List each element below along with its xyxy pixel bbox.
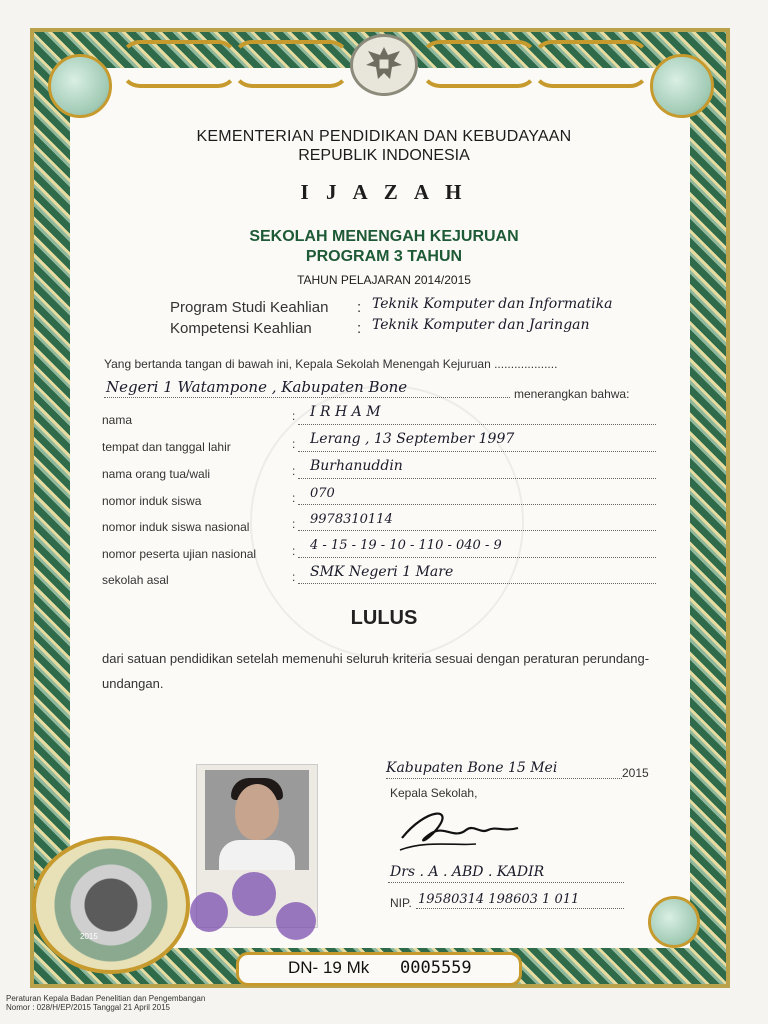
photo-face: [235, 784, 279, 840]
dotted-line: [298, 451, 656, 452]
dotted-line: [416, 908, 624, 909]
serial-number: 0005559: [400, 958, 472, 978]
gold-scroll-ornament: [532, 40, 650, 88]
statement-paragraph: dari satuan pendidikan setelah memenuhi seluruh kriteria sesuai dengan peraturan perundang-undangan.: [102, 651, 650, 691]
kompetensi-label: Kompetensi Keahlian: [170, 320, 312, 337]
gold-scroll-ornament: [120, 40, 238, 88]
field-colon: :: [292, 544, 296, 558]
field-label-orang-tua: nama orang tua/wali: [102, 467, 211, 481]
kompetensi-colon: :: [357, 320, 362, 337]
field-colon: :: [292, 491, 296, 505]
document-title: I J A Z A H: [300, 180, 468, 204]
fingerprint-stamp: [190, 892, 228, 932]
field-label-sekolah-asal: sekolah asal: [102, 573, 169, 587]
field-value-nisn: 9978310114: [310, 512, 393, 527]
academic-year: TAHUN PELAJARAN 2014/2015: [297, 273, 471, 287]
education-seal: [32, 836, 190, 974]
gold-scroll-ornament: [420, 40, 538, 88]
corner-ornament-bottom-right: [648, 896, 700, 948]
field-value-nis: 070: [310, 486, 335, 501]
footnote-line-1: Peraturan Kepala Badan Penelitian dan Pengembangan: [6, 994, 206, 1003]
field-value-sekolah-asal: SMK Negeri 1 Mare: [310, 564, 454, 580]
intro-text: Yang bertanda tangan di bawah ini, Kepala Sekolah Menengah Kejuruan ...................: [104, 357, 558, 371]
fingerprint-stamp: [232, 872, 276, 916]
result-status: LULUS: [350, 607, 418, 629]
dotted-line: [298, 557, 656, 558]
photo-shirt: [219, 840, 295, 870]
nip-label: NIP.: [390, 896, 412, 910]
dotted-line: [388, 882, 624, 883]
seal-year: 2015: [80, 932, 98, 941]
field-label-nis: nomor induk siswa: [102, 494, 202, 508]
field-colon: :: [292, 570, 296, 584]
dotted-line: [298, 504, 656, 505]
student-photo: [205, 770, 309, 870]
dotted-line: [104, 397, 510, 398]
field-label-nisn: nomor induk siswa nasional: [102, 520, 250, 534]
field-colon: :: [292, 517, 296, 531]
field-value-peserta-ujian: 4 - 15 - 19 - 10 - 110 - 040 - 9: [310, 538, 502, 553]
place-date: Kabupaten Bone 15 Mei: [386, 760, 558, 776]
kompetensi-value: Teknik Komputer dan Jaringan: [372, 317, 590, 333]
field-value-orang-tua: Burhanuddin: [310, 458, 403, 474]
principal-title: Kepala Sekolah,: [390, 786, 478, 800]
dotted-line: [298, 583, 656, 584]
signature-year: 2015: [622, 766, 649, 780]
corner-ornament-top-left: [48, 54, 112, 118]
field-colon: :: [292, 409, 296, 423]
dotted-line: [386, 778, 622, 779]
school-name-handwritten: Negeri 1 Watampone , Kabupaten Bone: [106, 378, 408, 396]
principal-name: Drs . A . ABD . KADIR: [390, 864, 545, 880]
dotted-line: [298, 424, 656, 425]
program-studi-value: Teknik Komputer dan Informatika: [372, 296, 613, 312]
principal-signature: [396, 800, 526, 860]
field-value-nama: I R H A M: [310, 404, 381, 420]
school-type-heading: SEKOLAH MENENGAH KEJURUAN: [249, 228, 519, 245]
field-colon: :: [292, 464, 296, 478]
field-label-ttl: tempat dan tanggal lahir: [102, 440, 231, 454]
field-label-nama: nama: [102, 413, 133, 427]
field-colon: :: [292, 437, 296, 451]
regulation-footnote: [6, 994, 205, 1012]
corner-ornament-top-right: [650, 54, 714, 118]
serial-number-box: [236, 952, 522, 986]
ministry-title: KEMENTERIAN PENDIDIKAN DAN KEBUDAYAAN: [196, 128, 572, 145]
garuda-icon: [362, 43, 406, 85]
footnote-line-2: Nomor : 028/H/EP/2015 Tanggal 21 April 2015: [6, 1003, 170, 1012]
nip-value: 19580314 198603 1 011: [418, 892, 580, 907]
program-heading: PROGRAM 3 TAHUN: [305, 248, 463, 265]
intro-suffix: menerangkan bahwa:: [514, 387, 630, 401]
dotted-line: [298, 478, 656, 479]
field-value-ttl: Lerang , 13 September 1997: [310, 431, 515, 447]
gold-scroll-ornament: [232, 40, 350, 88]
dotted-line: [298, 530, 656, 531]
program-studi-colon: :: [357, 299, 362, 316]
field-label-peserta-ujian: nomor peserta ujian nasional: [102, 547, 257, 561]
fingerprint-stamp: [276, 902, 316, 940]
serial-prefix: DN- 19 Mk: [288, 958, 370, 977]
garuda-emblem: [350, 34, 418, 96]
program-studi-label: Program Studi Keahlian: [170, 299, 329, 316]
republic-title: REPUBLIK INDONESIA: [298, 147, 470, 164]
